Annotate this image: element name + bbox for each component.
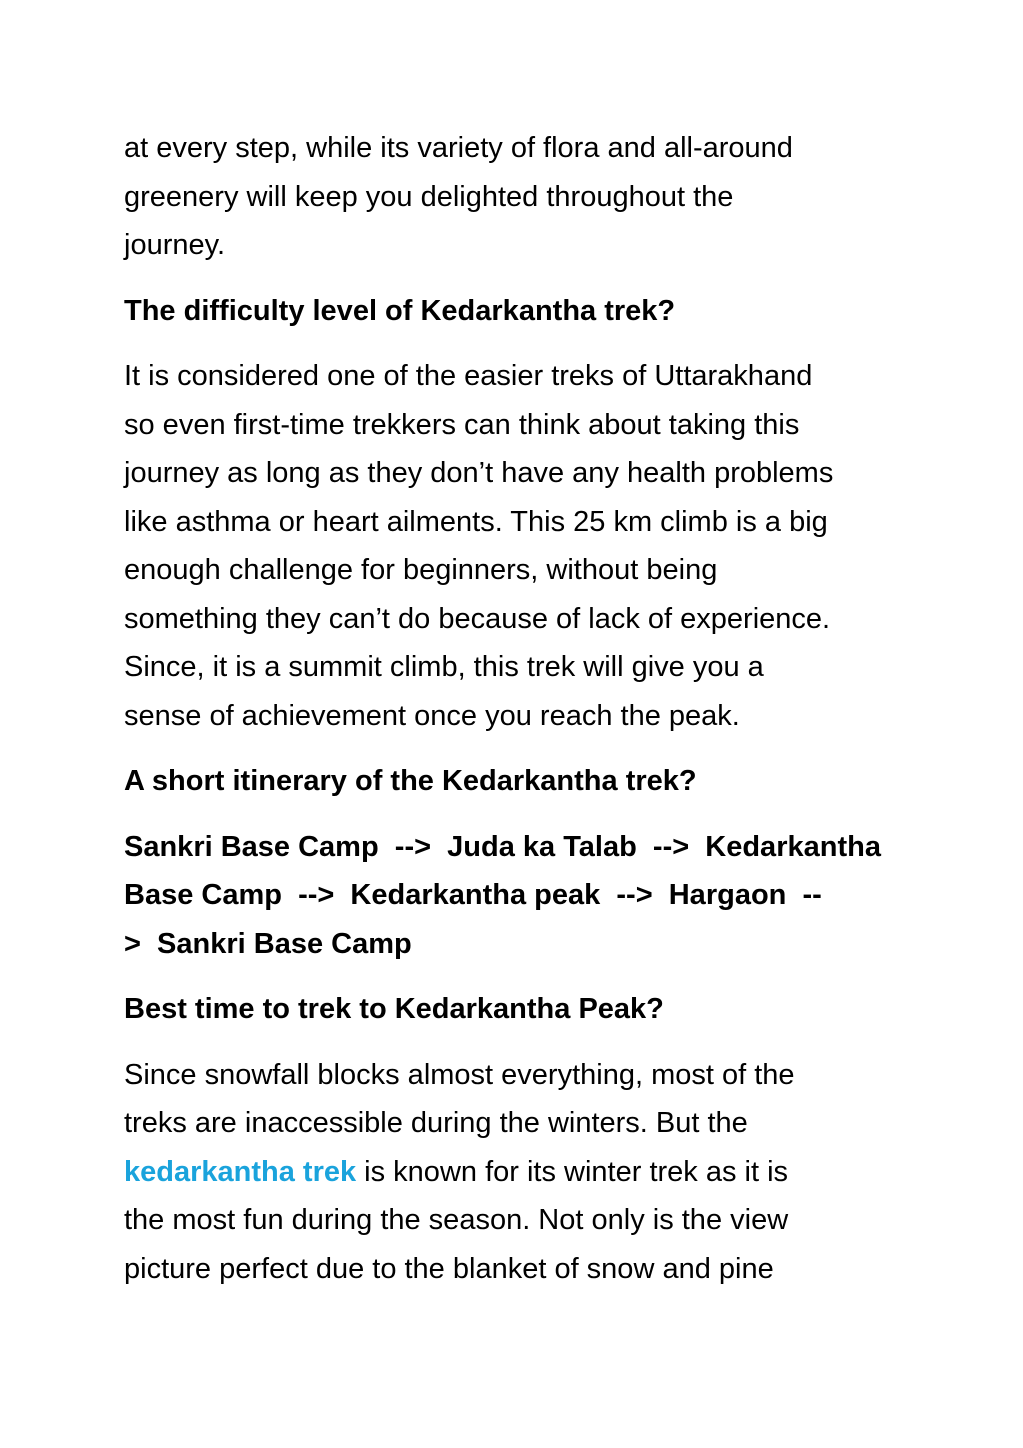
difficulty-heading: The difficulty level of Kedarkantha trek? [124, 294, 676, 327]
text-line: at every step, while its variety of flora and all-around [124, 132, 793, 164]
kedarkantha-trek-link[interactable]: kedarkantha trek [124, 1155, 357, 1188]
itinerary-route [124, 823, 914, 969]
best-time-heading: Best time to trek to Kedarkantha Peak? [124, 993, 664, 1025]
text-line: picture perfect due to the blanket of snow and pine [124, 1252, 774, 1285]
text-line: like asthma or heart ailments. This 25 km climb is a big [124, 505, 828, 538]
itinerary-heading: A short itinerary of the Kedarkantha trek? [124, 765, 697, 797]
text-line: sense of achievement once you reach the peak. [124, 699, 740, 732]
text-line: Since snowfall blocks almost everything, most of the [124, 1058, 795, 1091]
intro-paragraph [124, 124, 914, 270]
text-line: journey. [124, 229, 226, 261]
document-page [124, 124, 914, 1293]
text-line: journey as long as they don’t have any health problems [124, 457, 834, 489]
text-line: the most fun during the season. Not only is the view [124, 1204, 789, 1236]
text-line: enough challenge for beginners, without being [124, 554, 718, 586]
difficulty-paragraph [124, 352, 914, 740]
route-line: Sankri Base Camp --> Juda ka Talab --> Kedarkantha [124, 830, 881, 863]
text-line: Since, it is a summit climb, this trek will give you a [124, 651, 764, 683]
route-line: > Sankri Base Camp [124, 927, 412, 960]
text-line: greenery will keep you delighted throughout the [124, 180, 734, 213]
route-line: Base Camp --> Kedarkantha peak --> Hargaon -- [124, 879, 822, 911]
text-line: treks are inaccessible during the winters. But the [124, 1107, 748, 1139]
text-line-with-link: kedarkantha trek is known for its winter trek as it is [124, 1155, 789, 1188]
text-line: so even first-time trekkers can think about taking this [124, 408, 800, 441]
best-time-paragraph [124, 1051, 914, 1294]
text-line: It is considered one of the easier treks of Uttarakhand [124, 360, 813, 392]
text-line: something they can’t do because of lack of experience. [124, 602, 831, 635]
